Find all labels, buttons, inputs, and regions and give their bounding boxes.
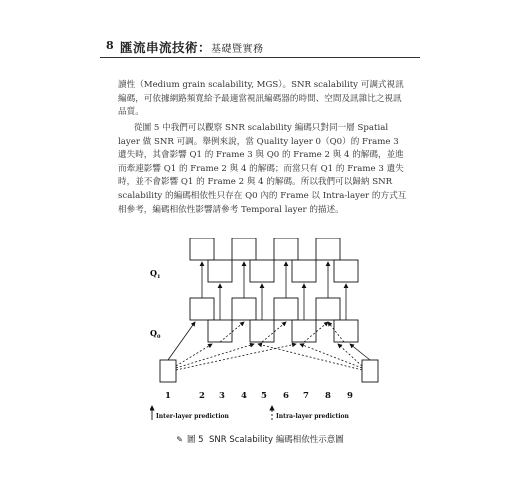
- frame-number: 7: [303, 391, 309, 401]
- paragraph-1: 讀性（Medium grain scalability, MGS）。SNR scalability 可調式視訊編碼，可依據網路頻寬給予最適當視訊編碼器的時間、空間及訊雜比之視訊品質。: [118, 80, 404, 118]
- book-title: 匯流串流技術: [120, 40, 199, 55]
- frame-number: 6: [283, 391, 289, 401]
- q1-frame: [232, 238, 256, 260]
- base-frames: [160, 360, 378, 382]
- q1-frame: [208, 260, 232, 282]
- figure-caption: [0, 433, 520, 445]
- q0-frame: [274, 298, 298, 320]
- q1-frame: [190, 238, 214, 260]
- frame-numbers: [165, 391, 353, 401]
- layer-label-q0: $Q_0$: [150, 328, 161, 340]
- book-subtitle: 基礎暨實務: [211, 44, 264, 55]
- caption-text: SNR Scalability 編碼相依性示意圖: [208, 435, 344, 445]
- q0-frame: [292, 320, 316, 342]
- q1-frames: [190, 238, 358, 282]
- frame-number: 8: [325, 391, 331, 401]
- q1-frame: [334, 260, 358, 282]
- snr-scalability-figure: [150, 238, 390, 433]
- frame-number: 9: [347, 391, 353, 401]
- dependency-diagram: [150, 238, 390, 433]
- intra-layer-legend-label: Intra-layer prediction: [276, 413, 349, 420]
- title-separator: ：: [198, 40, 212, 55]
- frame-number: 1: [165, 391, 171, 401]
- q1-frame: [250, 260, 274, 282]
- header-rule: [100, 57, 420, 58]
- page-header: [0, 38, 520, 60]
- pencil-icon: ✎: [176, 435, 183, 444]
- q1-frame: [292, 260, 316, 282]
- frame-number: 2: [199, 391, 205, 401]
- legend: [152, 406, 350, 420]
- q1-frame: [316, 238, 340, 260]
- base-frame: [362, 360, 378, 382]
- base-frame: [160, 360, 176, 382]
- q1-frame: [274, 238, 298, 260]
- page-number: 8: [106, 39, 114, 52]
- inter-layer-legend-label: Inter-layer prediction: [156, 413, 229, 420]
- q0-frame: [250, 320, 274, 342]
- frame-number: 3: [219, 391, 225, 401]
- paragraph-2: 從圖 5 中我們可以觀察 SNR scalability 編碼只對同一層 Spatial layer 做 SNR 可調。舉例來說，當 Quality layer 0（Q0）的 Frame 3 遺失時，其會影響 Q1 的 Frame 3 與 Q0 的 Frame 2 與 4 的解碼，並進而牽連影響 Q1 的 Frame 2 與 4 的解碼；而當只有 Q1 的 Frame 3 遺失時，並不會影響 Q1 的 Frame 2 與 4 的解碼。所以我們可以歸納 SNR scalability 的編碼相依性只存在 Q0 內的 Frame 以 Intra-layer 的方式互相參考，編碼相依性影響請參考 Temporal layer 的描述。: [118, 123, 407, 215]
- q0-frame: [334, 320, 358, 342]
- frame-number: 5: [261, 391, 267, 401]
- layer-label-q1: $Q_1$: [150, 268, 161, 280]
- q0-frame: [316, 298, 340, 320]
- running-title: [120, 38, 264, 56]
- q0-frame: [232, 298, 256, 320]
- frame-number: 4: [241, 391, 247, 401]
- q0-frame: [208, 320, 232, 342]
- caption-label: 圖 5: [186, 435, 204, 445]
- q0-frame: [190, 298, 214, 320]
- q0-frames: [190, 298, 358, 342]
